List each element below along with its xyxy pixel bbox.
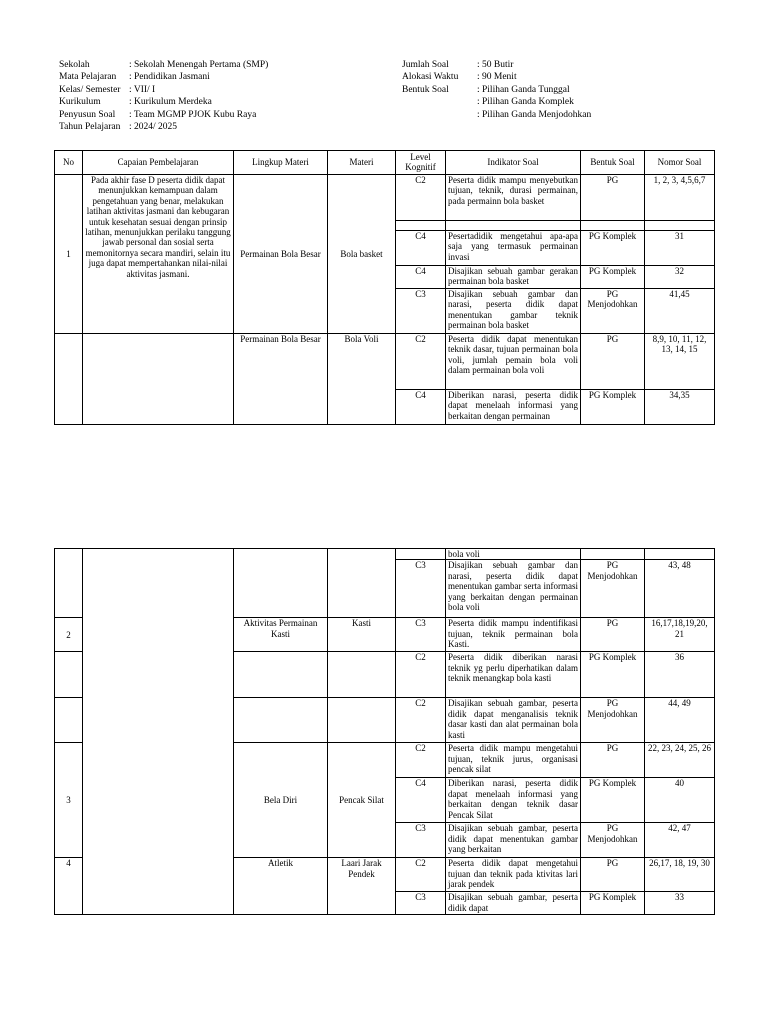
lingkup-cell: Permainan Bola Besar (234, 334, 328, 425)
indikator-cell: Disajikan sebuah gambar gerakan permainan bola basket (446, 266, 581, 289)
bentuk-cell: PG (581, 858, 645, 892)
bentuk-cell: PG (581, 743, 645, 778)
header-key (402, 96, 477, 108)
nomor-cell: 16,17,18,19,20, 21 (645, 618, 715, 652)
header-right (402, 59, 591, 121)
materi-cell: Bola Voli (328, 334, 396, 425)
bentuk-cell: PG (581, 334, 645, 390)
col-header-capaian: Capaian Pembelajaran (83, 151, 234, 175)
materi-cell: Laari Jarak Pendek (328, 858, 396, 915)
bentuk-cell: PG Komplek (581, 266, 645, 289)
indikator-cell: Disajikan sebuah gambar dan narasi, peserta didik dapat menentukan gambar serta informasi yang berkaitan dengan permainan bola voli (446, 560, 581, 618)
materi-cell (328, 549, 396, 618)
header-key: Mata Pelajaran (59, 72, 117, 83)
header-key: Penyusun Soal (59, 109, 116, 120)
header-row (402, 96, 591, 108)
header-value: : Team MGMP PJOK Kubu Raya (129, 109, 257, 120)
level-cell (396, 221, 446, 231)
kisi-kisi-table-page-2 (54, 548, 715, 915)
indikator-cell: Peserta didik dapat mengetahui tujuan dan teknik pada ktivitas lari jarak pendek (446, 858, 581, 892)
indikator-cell: bola voli (446, 549, 581, 560)
nomor-cell: 41,45 (645, 289, 715, 334)
header-value: : Pendidikan Jasmani (129, 72, 210, 83)
header-left (59, 59, 268, 133)
level-cell: C3 (396, 618, 446, 652)
row-number (55, 652, 83, 698)
materi-cell: Pencak Silat (328, 743, 396, 858)
materi-cell: Kasti (328, 618, 396, 652)
col-header-lingkup: Lingkup Materi (234, 151, 328, 175)
header-row (402, 59, 591, 71)
indikator-cell: Disajikan sebuah gambar, peserta didik dapat menentukan gambar yang berkaitan (446, 823, 581, 858)
header-key (402, 109, 477, 121)
nomor-cell: 40 (645, 778, 715, 823)
indikator-cell: Peserta didik diberikan narasi teknik yg perlu diperhatikan dalam teknik menangkap bola kasti (446, 652, 581, 698)
capaian-text (83, 334, 234, 425)
col-header-materi: Materi (328, 151, 396, 175)
header-value: : VII/ I (129, 84, 156, 95)
bentuk-cell: PG Menjodohkan (581, 560, 645, 618)
row-number (55, 334, 83, 425)
col-header-no: No (55, 151, 83, 175)
header-key: Alokasi Waktu (402, 72, 459, 83)
level-cell: C3 (396, 289, 446, 334)
table-row (55, 549, 715, 560)
header-row (59, 84, 268, 96)
level-cell: C2 (396, 334, 446, 390)
level-cell: C2 (396, 858, 446, 892)
row-number: 4 (55, 858, 83, 915)
header-key: Sekolah (59, 60, 90, 70)
level-cell: C4 (396, 231, 446, 266)
header-value: : Kurikulum Merdeka (129, 97, 212, 108)
nomor-cell: 33 (645, 892, 715, 915)
col-header-indikator: Indikator Soal (446, 151, 581, 175)
nomor-cell: 42, 47 (645, 823, 715, 858)
header-row (402, 84, 591, 96)
row-number: 3 (55, 743, 83, 858)
level-cell: C3 (396, 823, 446, 858)
bentuk-cell: PG Komplek (581, 892, 645, 915)
nomor-cell: 44, 49 (645, 698, 715, 743)
nomor-cell: 8,9, 10, 11, 12, 13, 14, 15 (645, 334, 715, 390)
lingkup-cell (234, 652, 328, 698)
header-row (59, 121, 268, 133)
header-value: : Pilihan Ganda Komplek (477, 97, 574, 108)
header-key: Bentuk Soal (402, 84, 449, 95)
header-value: : Sekolah Menengah Pertama (SMP) (129, 60, 269, 70)
nomor-cell (645, 549, 715, 560)
header-row (402, 71, 591, 83)
indikator-cell: Pesertadidik mengetahui apa-apa saja yang termasuk permainan invasi (446, 231, 581, 266)
indikator-cell: Disajikan sebuah gambar, peserta didik dapat (446, 892, 581, 915)
level-cell: C4 (396, 390, 446, 425)
level-cell: C3 (396, 892, 446, 915)
indikator-cell: Peserta didik dapat menentukan teknik dasar, tujuan permainan bola voli, jumlah pemain bola voli dalam permainan bola voli (446, 334, 581, 390)
lingkup-cell: Aktivitas Permainan Kasti (234, 618, 328, 652)
header-row (59, 109, 268, 121)
col-header-nomor: Nomor Soal (645, 151, 715, 175)
lingkup-cell: Atletik (234, 858, 328, 915)
nomor-cell: 22, 23, 24, 25, 26 (645, 743, 715, 778)
header-row (59, 71, 268, 83)
bentuk-cell: PG Komplek (581, 652, 645, 698)
bentuk-cell: PG Menjodohkan (581, 823, 645, 858)
kisi-kisi-table-page-1 (54, 150, 715, 425)
col-header-bentuk: Bentuk Soal (581, 151, 645, 175)
capaian-text (83, 549, 234, 915)
row-number (55, 698, 83, 743)
header-value: : 50 Butir (477, 60, 514, 70)
indikator-cell: Disajikan sebuah gambar, peserta didik dapat menganalisis teknik dasar kasti dan alat permainan bola kasti (446, 698, 581, 743)
header-value: : Pilihan Ganda Tunggal (477, 84, 570, 95)
level-cell: C4 (396, 778, 446, 823)
header-key: Kelas/ Semester (59, 84, 121, 95)
indikator-cell: Diberikan narasi, peserta didik dapat menelaah informasi yang berkaitan dengan teknik dasar Pencak Silat (446, 778, 581, 823)
bentuk-cell: PG Komplek (581, 231, 645, 266)
bentuk-cell: PG (581, 175, 645, 221)
header-key: Jumlah Soal (402, 60, 449, 70)
level-cell (396, 549, 446, 560)
nomor-cell: 34,35 (645, 390, 715, 425)
nomor-cell: 26,17, 18, 19, 30 (645, 858, 715, 892)
capaian-text: Pada akhir fase D peserta didik dapat menunjukkan kemampuan dalam pengetahuan yang benar, melakukan latihan aktivitas jasmani dan kebugaran untuk kesehatan sesuai dengan prinsip latihan, menunjukkan perilaku tanggung jawab personal dan sosial serta memonitornya secara mandiri, selain itu juga dapat mempertahankan nilai-nilai aktivitas jasmani. (83, 175, 234, 334)
lingkup-cell (234, 549, 328, 618)
level-cell: C2 (396, 175, 446, 221)
header-value: : Pilihan Ganda Menjodohkan (477, 109, 592, 120)
lingkup-cell: Permainan Bola Besar (234, 175, 328, 334)
nomor-cell: 1, 2, 3, 4,5,6,7 (645, 175, 715, 221)
bentuk-cell: PG Komplek (581, 390, 645, 425)
header-key: Tahun Pelajaran (59, 122, 121, 133)
bentuk-cell: PG Menjodohkan (581, 289, 645, 334)
level-cell: C2 (396, 743, 446, 778)
header-row (59, 96, 268, 108)
bentuk-cell: PG Menjodohkan (581, 698, 645, 743)
header-value: : 90 Menit (477, 72, 517, 83)
table-header-row (55, 151, 715, 175)
level-cell: C2 (396, 698, 446, 743)
lingkup-cell (234, 698, 328, 743)
row-number: 1 (55, 175, 83, 334)
nomor-cell: 32 (645, 266, 715, 289)
materi-cell (328, 652, 396, 698)
materi-cell (328, 698, 396, 743)
indikator-cell: Diberikan narasi, peserta didik dapat menelaah informasi yang berkaitan dengan permainan (446, 390, 581, 425)
header-row (402, 109, 591, 121)
table-row (55, 175, 715, 221)
header-row (59, 59, 268, 71)
lingkup-cell: Bela Diri (234, 743, 328, 858)
level-cell: C3 (396, 560, 446, 618)
level-cell: C4 (396, 266, 446, 289)
row-number: 2 (55, 618, 83, 652)
indikator-cell: Peserta didik mampu indentifikasi tujuan, teknik permainan bola Kasti. (446, 618, 581, 652)
indikator-cell: Disajikan sebuah gambar dan narasi, peserta didik dapat menentukan gambar teknik permainan bola basket (446, 289, 581, 334)
bentuk-cell: PG (581, 618, 645, 652)
indikator-cell (446, 221, 581, 231)
nomor-cell: 31 (645, 231, 715, 266)
nomor-cell (645, 221, 715, 231)
indikator-cell: Peserta didik mampu menyebutkan tujuan, teknik, durasi permainan, pada permainn bola basket (446, 175, 581, 221)
nomor-cell: 43, 48 (645, 560, 715, 618)
nomor-cell: 36 (645, 652, 715, 698)
header-key: Kurikulum (59, 97, 101, 108)
indikator-cell: Peserta didik mampu mengetahui tujuan, teknik jurus, organisasi pencak silat (446, 743, 581, 778)
materi-cell: Bola basket (328, 175, 396, 334)
bentuk-cell: PG Komplek (581, 778, 645, 823)
col-header-level: Level Kognitif (396, 151, 446, 175)
bentuk-cell (581, 221, 645, 231)
level-cell: C2 (396, 652, 446, 698)
row-number (55, 549, 83, 618)
header-value: : 2024/ 2025 (129, 122, 178, 133)
table-row (55, 334, 715, 390)
bentuk-cell (581, 549, 645, 560)
